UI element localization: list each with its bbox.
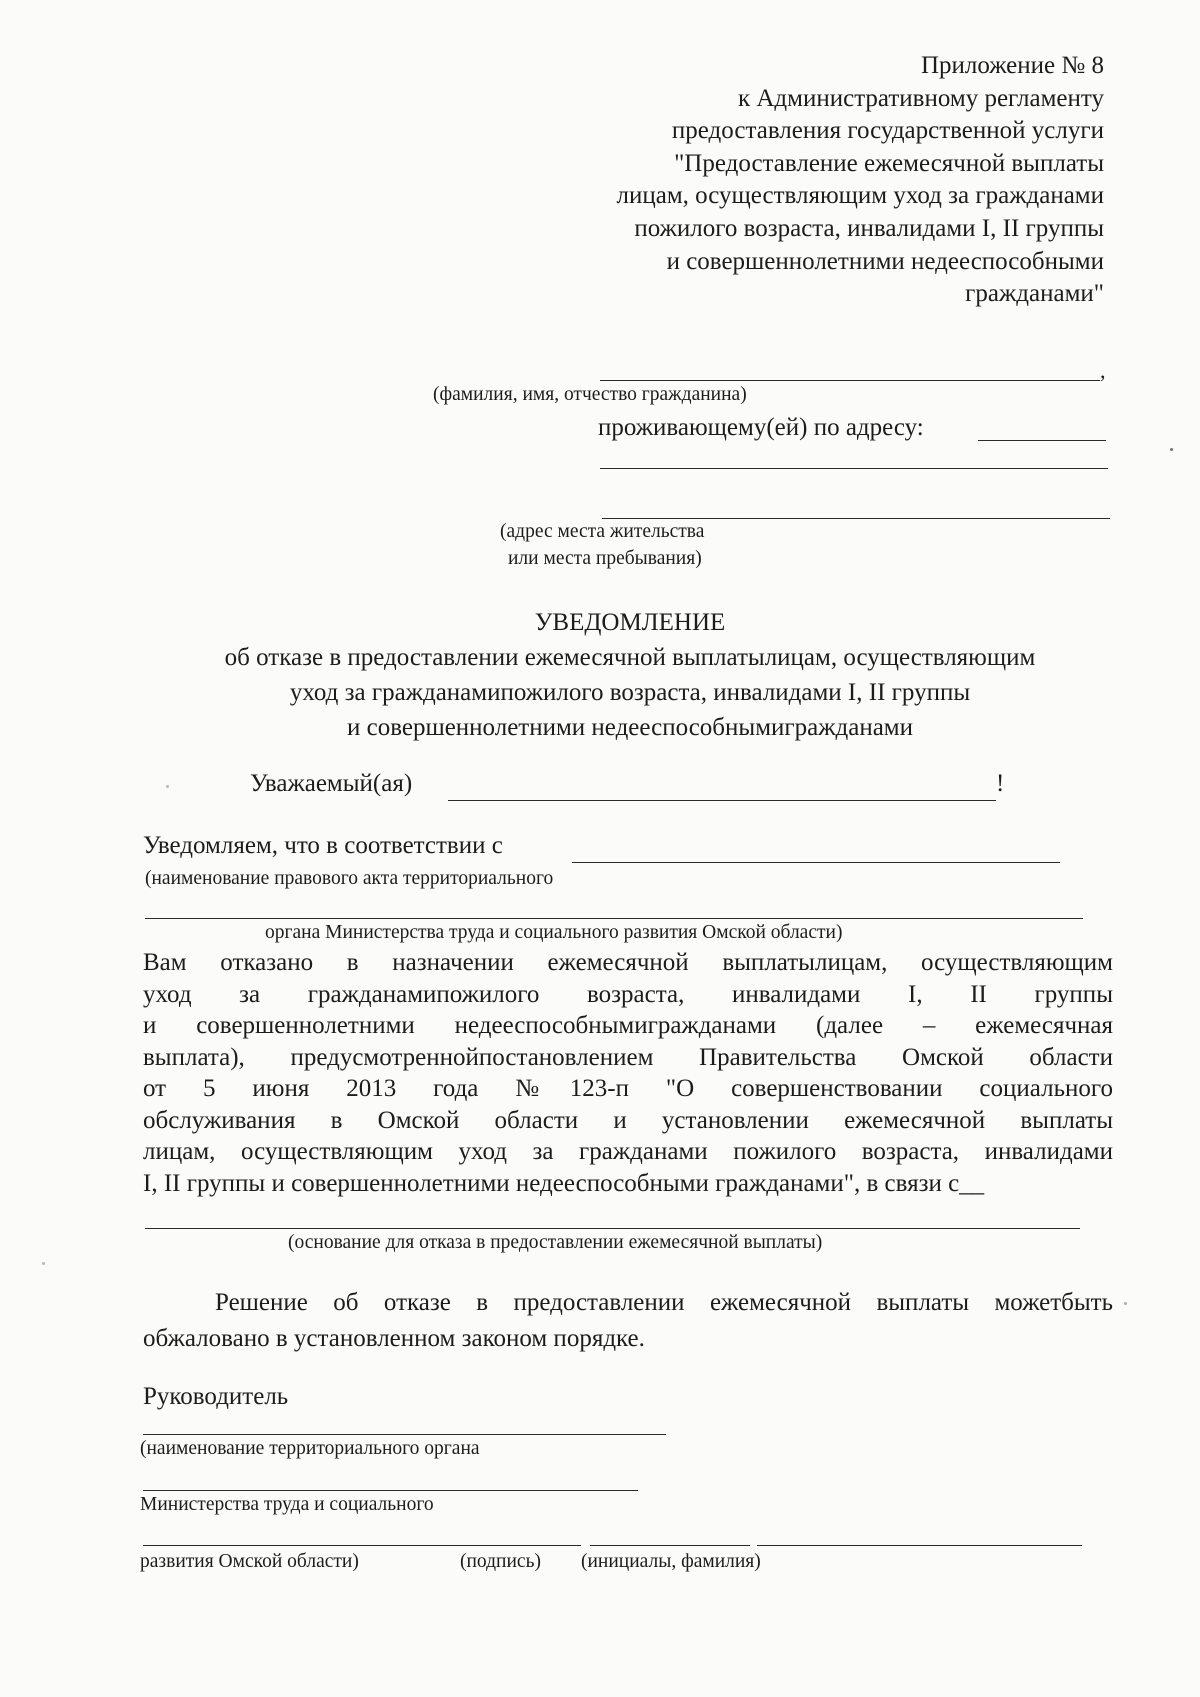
scan-speck xyxy=(166,785,169,788)
basis-caption-1: (наименование правового акта территориального xyxy=(145,868,554,889)
name-blank-line xyxy=(757,1545,1082,1546)
org-blank-line-2 xyxy=(143,1490,638,1491)
paragraph-line: лицам, осуществляющим уход за гражданами пожилого возраста, инвалидами xyxy=(143,1138,1113,1165)
basis-label: Уведомляем, что в соответствии с xyxy=(143,832,503,859)
org-caption-3: развития Омской области) xyxy=(140,1551,359,1572)
address-label: проживающему(ей) по адресу: xyxy=(598,414,924,441)
org-blank-line-3 xyxy=(143,1545,581,1546)
appendix-line: пожилого возраста, инвалидами I, II группы xyxy=(634,214,1104,242)
greeting-blank-line xyxy=(448,800,996,801)
appeal-paragraph xyxy=(143,1285,1113,1357)
basis-caption-2: органа Министерства труда и социального развития Омской области) xyxy=(265,922,843,943)
paragraph-line: выплата), предусмотреннойпостановлением Правительства Омской области xyxy=(143,1043,1113,1071)
notice-title: УВЕДОМЛЕНИЕ xyxy=(534,609,726,636)
paragraph-line: уход за гражданамипожилого возраста, инвалидами I, II группы xyxy=(143,980,1113,1008)
greeting-exclamation: ! xyxy=(996,770,1005,797)
org-caption-1: (наименование территориального органа xyxy=(140,1438,480,1459)
appeal-line: Решение об отказе в предоставлении ежемесячной выплаты можетбыть xyxy=(215,1289,1113,1316)
greeting-label: Уважаемый(ая) xyxy=(250,770,413,797)
paragraph-line: I, II группы и совершеннолетними недееспособными гражданами", в связи с__ xyxy=(143,1169,985,1197)
notice-subtitle-line: и совершеннолетними недееспособнымигражданами xyxy=(346,714,914,741)
scan-speck xyxy=(1170,448,1173,451)
sign-caption: (подпись) xyxy=(460,1551,541,1572)
appendix-header xyxy=(617,50,1105,311)
org-caption-2: Министерства труда и социального xyxy=(140,1494,434,1515)
address-caption-2: или места пребывания) xyxy=(508,548,702,569)
reason-caption: (основание для отказа в предоставлении ежемесячной выплаты) xyxy=(288,1232,823,1253)
reason-blank-line xyxy=(145,1228,1080,1229)
refusal-paragraph xyxy=(143,947,1113,1199)
appeal-line: обжаловано в установленном законом порядке. xyxy=(143,1325,645,1352)
name-caption: (инициалы, фамилия) xyxy=(581,1551,761,1572)
fio-caption: (фамилия, имя, отчество гражданина) xyxy=(433,384,747,405)
appendix-line: и совершеннолетними недееспособными xyxy=(666,247,1104,275)
appendix-line: гражданами" xyxy=(965,280,1104,308)
basis-blank-line-2 xyxy=(145,918,1083,919)
address-blank-line-3 xyxy=(602,518,1110,519)
appendix-line: Приложение № 8 xyxy=(920,52,1104,79)
appendix-line: лицам, осуществляющим уход за гражданами xyxy=(616,182,1104,210)
paragraph-line: и совершеннолетними недееспособнымигражданами (далее – ежемесячная xyxy=(143,1012,1113,1039)
fio-blank-line xyxy=(600,380,1100,381)
address-caption-1: (адрес места жительства xyxy=(500,521,705,542)
appendix-line: к Административному регламенту xyxy=(737,84,1104,112)
notice-subtitle-line: уход за гражданамипожилого возраста, инвалидами I, II группы xyxy=(289,679,971,706)
scan-speck xyxy=(42,1262,45,1265)
paragraph-line: Вам отказано в назначении ежемесячной выплатылицам, осуществляющим xyxy=(143,949,1113,976)
paragraph-line: обслуживания в Омской области и установлении ежемесячной выплаты xyxy=(143,1106,1113,1134)
org-blank-line-1 xyxy=(143,1434,666,1435)
notice-subtitle-line: об отказе в предоставлении ежемесячной выплатылицам, осуществляющим xyxy=(224,644,1036,671)
appendix-line: предоставления государственной услуги xyxy=(671,117,1104,145)
address-blank-line-1 xyxy=(978,440,1106,441)
address-blank-line-2 xyxy=(600,468,1108,469)
scan-speck xyxy=(1124,1302,1127,1305)
paragraph-line: от 5 июня 2013 года №123-п "О совершенствовании социального xyxy=(143,1075,1113,1102)
basis-blank-line xyxy=(572,862,1060,863)
fio-comma: , xyxy=(1100,358,1106,383)
sign-blank-line xyxy=(590,1545,750,1546)
head-label: Руководитель xyxy=(143,1383,289,1410)
appendix-line: "Предоставление ежемесячной выплаты xyxy=(674,149,1104,177)
